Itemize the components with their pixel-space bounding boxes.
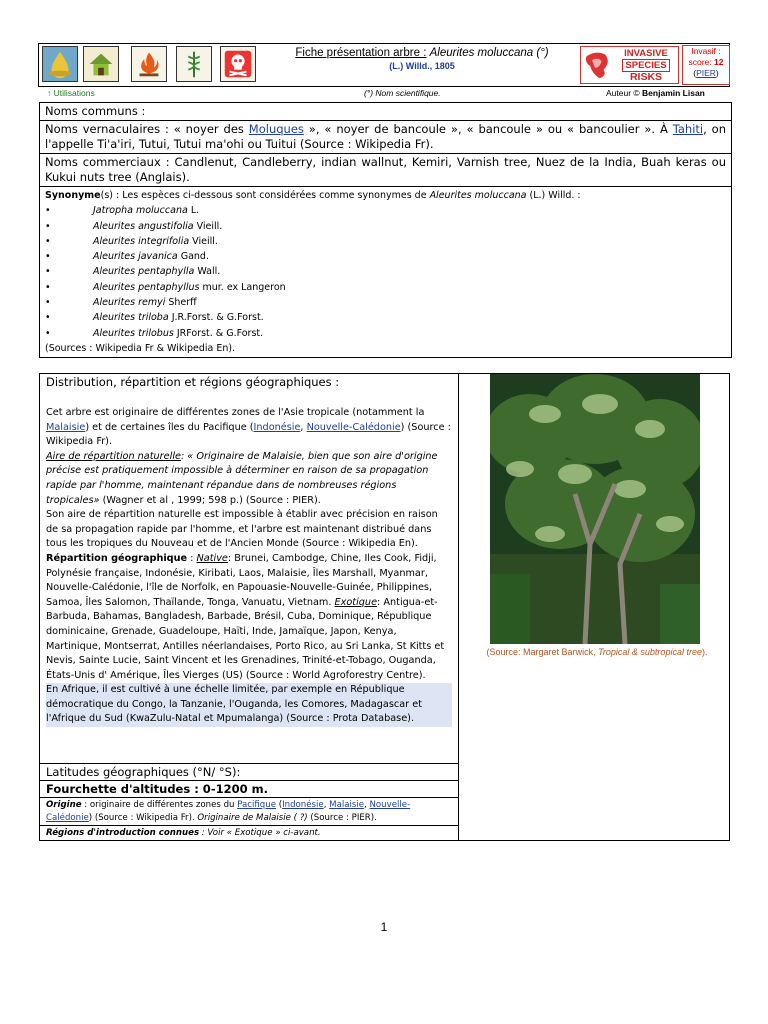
caduceus-icon xyxy=(176,46,212,82)
p1-text-b: ) et de certaines îles du Pacifique ( xyxy=(85,421,254,433)
fire-icon xyxy=(131,46,167,82)
commercial-label: Noms commerciaux : xyxy=(45,155,170,169)
regions-label: Régions d'introduction connues xyxy=(46,828,200,838)
synonyms-section xyxy=(40,187,731,357)
bullet: • xyxy=(45,266,51,278)
vernacular-text-2: », « noyer de bancoule », « bancoule » ou « bancoulier ». À xyxy=(303,122,673,136)
origin-c: , xyxy=(323,800,330,810)
synonym-name: Aleurites remyi xyxy=(93,297,166,309)
header-box xyxy=(38,43,730,87)
synonym-list xyxy=(45,203,726,341)
synonym-item xyxy=(45,264,726,279)
latitudes: Latitudes géographiques (°N/ °S): xyxy=(40,763,458,780)
synonym-item xyxy=(45,280,726,295)
synonym-item xyxy=(45,310,726,325)
names-table xyxy=(39,102,732,358)
link-moluques[interactable]: Moluques xyxy=(248,122,304,136)
synonym-entry xyxy=(93,264,220,279)
pier-link[interactable]: PIER xyxy=(696,68,716,78)
distribution-title: Distribution, répartition et régions géographiques : xyxy=(46,375,340,389)
synonym-intro-1: (s) : Les espèces ci-dessous sont considérées comme synonymes de xyxy=(100,190,430,201)
synonym-entry xyxy=(93,326,263,341)
natural-range-text: : « Originaire de Malaisie, bien que son aire d'origine précise est pratiquement impossible à déterminer en raison de sa propagation rapide par l'homme, maintenant répandue dans de nombreuses régions tropicales» xyxy=(46,450,438,506)
synonym-sources: (Sources : Wikipedia Fr & Wikipedia En). xyxy=(45,342,236,354)
isr-line3: RISKS xyxy=(629,71,663,83)
p1-text-d: ) (Source : Wikipedia Fr). xyxy=(46,421,451,448)
vernacular-text-3: , on l'appelle Ti'a'iri, Tutui, Tutui ma'ohi ou Tuitui (Source : Wikipedia Fr). xyxy=(45,122,726,151)
synonym-name: Aleurites pentaphyllus xyxy=(93,281,200,293)
geo-sep: : xyxy=(187,552,197,564)
synonym-entry xyxy=(93,219,222,234)
synonym-item xyxy=(45,234,726,249)
introduction-regions xyxy=(40,825,458,840)
p1-text-a: Cet arbre est originaire de différentes zones de l'Asie tropicale (notamment la xyxy=(46,407,425,418)
vernacular-names xyxy=(40,121,731,154)
synonym-name: Aleurites javanica xyxy=(93,251,178,263)
bullet: • xyxy=(45,251,51,263)
tree-photo xyxy=(490,374,700,644)
author-label: Auteur © xyxy=(606,88,640,98)
skull-icon xyxy=(220,46,256,82)
synonym-name: Aleurites pentaphylla xyxy=(93,266,195,278)
bullet: • xyxy=(45,327,51,339)
origin-f: Originaire de Malaisie ( ?) xyxy=(197,812,308,823)
link-malaisie[interactable]: Malaisie xyxy=(46,421,86,433)
synonym-name: Aleurites trilobus xyxy=(93,327,174,339)
isr-line2: SPECIES xyxy=(622,59,669,72)
synonym-name: Aleurites triloba xyxy=(93,312,169,324)
synonym-author: JRForst. & G.Forst. xyxy=(173,327,264,339)
origin-a: : originaire de différentes zones du xyxy=(81,800,238,810)
synonym-name: Aleurites angustifolia xyxy=(93,220,194,232)
exotic-label: Exotique xyxy=(334,596,378,608)
synonym-entry xyxy=(93,203,199,218)
link-nouvelle-caledonie-2[interactable]: Nouvelle-Calédonie xyxy=(46,800,411,823)
synonym-name: Aleurites integrifolia xyxy=(93,235,190,247)
author-name: Benjamin Lisan xyxy=(642,88,705,98)
link-pacifique[interactable]: Pacifique xyxy=(237,800,276,810)
natural-range-label: Aire de répartition naturelle xyxy=(46,450,181,462)
synonym-item xyxy=(45,219,726,234)
isr-line1: INVASIVE xyxy=(624,48,668,59)
caption-c: ). xyxy=(701,647,708,657)
native-text: : Brunei, Cambodge, Chine, Iles Cook, Fidji, Polynésie française, Indonésie, Kiribati, Laos, Malaisie, Îles Marshall, Myanmar, Nouvelle-Calédonie, l'île de Norfolk, en Papouasie-Nouvelle-Guinée, Philippines, Samoa, Îles Salomon, Thaïlande, Tonga, Vanuatu, Vietnam. xyxy=(46,552,437,608)
caption-b: Tropical & subtropical tree xyxy=(598,647,702,657)
synonym-name: Jatropha moluccana xyxy=(93,205,188,217)
page-number: 1 xyxy=(380,920,388,934)
invasive-label: Invasif : xyxy=(691,46,721,56)
commercial-names xyxy=(40,154,731,187)
sci-name-note: (°) Nom scientifique. xyxy=(364,88,441,98)
bullet: • xyxy=(45,297,51,309)
synonym-species: Aleurites moluccana xyxy=(429,190,527,201)
synonym-entry xyxy=(93,249,209,264)
natural-range-source: (Wagner et al , 1999; 598 p.) (Source : PIER). xyxy=(102,494,321,506)
title-label: Fiche présentation arbre : xyxy=(295,47,427,59)
bullet: • xyxy=(45,235,51,247)
synonym-author: L. xyxy=(187,205,200,217)
origin-d: , xyxy=(364,800,370,810)
synonym-entry xyxy=(93,295,197,310)
commercial-text: Candlenut, Candleberry, indian wallnut, Kemiri, Varnish tree, Nuez de la India, Buah keras ou Kukui nuts tree (Anglais). xyxy=(45,155,726,184)
caption-a: (Source: Margaret Barwick, xyxy=(486,647,599,657)
altitudes: Fourchette d'altitudes : 0-1200 m. xyxy=(40,780,458,797)
invasive-score-box: Invasif : score: 12 (PIER) xyxy=(682,45,730,85)
exotic-text: : Antigua-et-Barbuda, Bahamas, Bangladesh, Barbade, Brésil, Cuba, Dominique, République dominicaine, Grenade, Guadeloupe, Haïti, Inde, Jamaïque, Japon, Kenya, Martinique, Montserrat, Antilles néerlandaises, Porto Rico, au Sri Lanka, St Kitts et Nevis, Sainte Lucie, Saint Vincent et les Grenadines, Trinité-et-Tobago, Ouganda, États-Unis d' Amérique, Îles Vierges (US) (Source : World Agroforestry Centre). xyxy=(46,596,445,681)
distribution-p2 xyxy=(46,450,452,508)
synonym-item xyxy=(45,295,726,310)
title-species: Aleurites moluccana xyxy=(429,47,534,59)
distribution-column xyxy=(40,374,459,840)
title-suffix: (°) xyxy=(536,47,549,59)
bullet: • xyxy=(45,205,51,217)
distribution-p1 xyxy=(46,406,452,450)
link-indonesie-2[interactable]: Indonésie xyxy=(282,800,324,810)
synonym-author: Wall. xyxy=(194,266,221,278)
link-tahiti[interactable]: Tahiti xyxy=(672,122,704,136)
geo-distribution-label: Répartition géographique xyxy=(46,552,188,564)
link-malaisie-2[interactable]: Malaisie xyxy=(329,800,365,810)
origin-g: (Source : PIER). xyxy=(307,812,377,823)
link-nouvelle-caledonie[interactable]: Nouvelle-Calédonie xyxy=(306,421,401,433)
authority: (L.) Willd., 1805 xyxy=(389,61,455,71)
uses-label[interactable]: ↑ Utilisations xyxy=(47,88,95,98)
origin xyxy=(40,797,458,825)
house-icon xyxy=(83,46,119,82)
synonym-author: mur. ex Langeron xyxy=(199,281,286,293)
synonym-item xyxy=(45,249,726,264)
synonym-label: Synonyme xyxy=(45,190,101,201)
distribution-cell xyxy=(40,374,458,763)
distribution-table xyxy=(39,373,730,841)
bullet: • xyxy=(45,281,51,293)
title-block xyxy=(277,47,567,71)
synonym-author: J.R.Forst. & G.Forst. xyxy=(168,312,264,324)
synonym-entry xyxy=(93,234,218,249)
synonym-author: Vieill. xyxy=(193,220,223,232)
bullet: • xyxy=(45,220,51,232)
common-names-title: Noms communs : xyxy=(40,103,731,121)
origin-b: ( xyxy=(276,800,283,810)
distribution-p4 xyxy=(46,552,452,683)
p1-text-c: , xyxy=(300,421,307,433)
native-label: Native xyxy=(196,552,228,564)
synonym-author: Sherff xyxy=(165,297,197,309)
synonym-item xyxy=(45,203,726,218)
score-label: score: xyxy=(688,57,712,67)
synonym-author: Gand. xyxy=(177,251,209,263)
invasive-species-risks-logo xyxy=(580,46,679,84)
score-value: 12 xyxy=(714,57,724,67)
bullet: • xyxy=(45,312,51,324)
link-indonesie[interactable]: Indonésie xyxy=(253,421,301,433)
vernacular-text-1: « noyer des xyxy=(168,122,249,136)
origin-label: Origine xyxy=(46,800,82,810)
vernacular-label: Noms vernaculaires : xyxy=(45,122,169,136)
photo-caption xyxy=(472,646,722,658)
distribution-p5: En Afrique, il est cultivé à une échelle limitée, par exemple en République démocratique du Congo, la Tanzanie, l'Ouganda, les Comores, Madagascar et l'Afrique du Sud (KwaZulu-Natal et Mpumalanga) (Source : Prota Database). xyxy=(46,683,452,727)
synonym-item xyxy=(45,326,726,341)
synonym-entry xyxy=(93,280,286,295)
synonym-intro-2: (L.) Willd. : xyxy=(526,190,581,201)
oil-drop-icon xyxy=(42,46,78,82)
origin-e: ) (Source : Wikipedia Fr). xyxy=(88,812,198,823)
synonym-author: Vieill. xyxy=(189,235,218,247)
synonym-entry xyxy=(93,310,264,325)
regions-text: : Voir « Exotique » ci-avant. xyxy=(199,828,321,838)
distribution-p3: Son aire de répartition naturelle est impossible à établir avec précision en raison de sa propagation rapide par l'homme, et l'arbre est maintenant distribué dans tous les tropiques du Nouveau et de l'Ancien Monde (Source : Wikipedia En). xyxy=(46,509,438,550)
